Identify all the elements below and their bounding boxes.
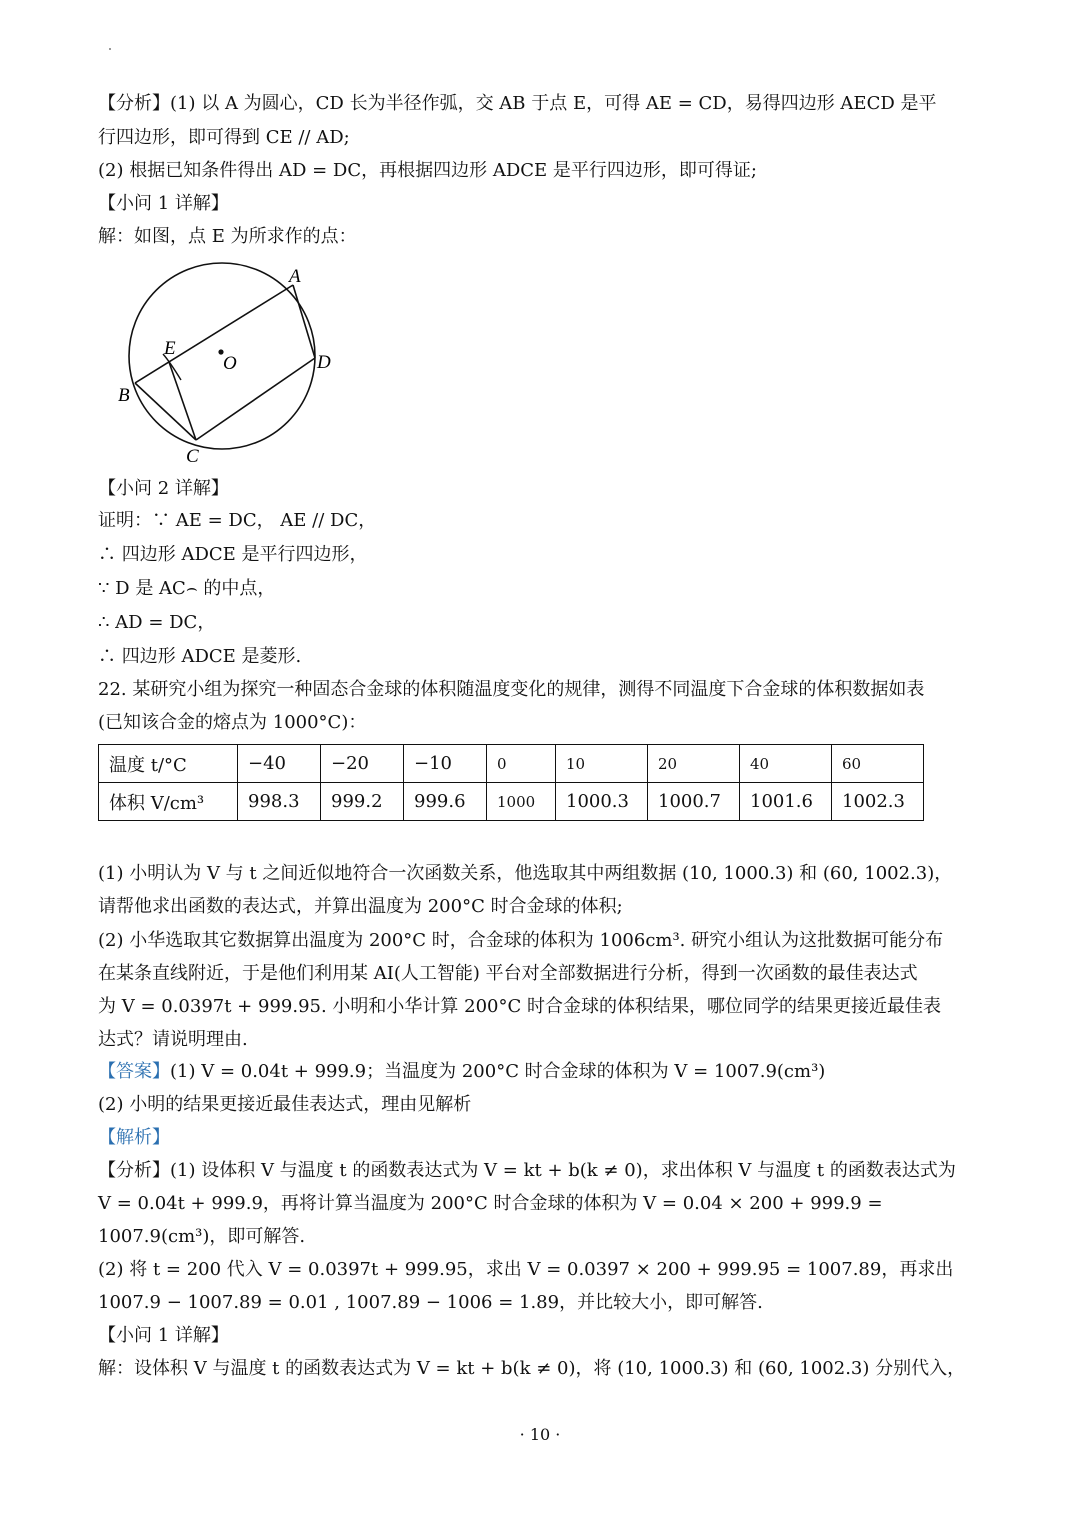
table-cell: 998.3 <box>238 783 321 821</box>
question-2-line-3: 为 V = 0.0397t + 999.95. 小明和小华计算 200°C 时合金球的体积结果，哪位同学的结果更接近最佳表 <box>98 996 941 1017</box>
segment-ad <box>293 285 315 358</box>
question-1-line-1: (1) 小明认为 V 与 t 之间近似地符合一次函数关系，他选取其中两组数据 (10, 1000.3) 和 (60, 1002.3)， <box>98 863 953 884</box>
question-2-line-1: (2) 小华选取其它数据算出温度为 200°C 时，合金球的体积为 1006cm³. 研究小组认为这批数据可能分布 <box>98 930 944 951</box>
label-a: A <box>289 266 301 287</box>
table-cell: −20 <box>321 745 404 783</box>
analysis2-line-4: (2) 将 t = 200 代入 V = 0.0397t + 999.95，求出 V = 0.0397 × 200 + 999.95 = 1007.89，再求出 <box>98 1259 954 1280</box>
segment-dc <box>196 358 315 440</box>
jiexi-tag: 【解析】 <box>98 1127 170 1148</box>
analysis-line-1: 【分析】(1) 以 A 为圆心，CD 长为半径作弧，交 AB 于点 E，可得 AE = CD，易得四边形 AECD 是平 <box>98 93 937 114</box>
table-header-temperature: 温度 t/°C <box>99 745 238 783</box>
page-number: · 10 · <box>519 1425 561 1444</box>
table-cell: 999.6 <box>404 783 487 821</box>
analysis2-line-3: 1007.9(cm³)，即可解答. <box>98 1226 306 1247</box>
label-b: B <box>118 385 130 406</box>
segment-ab <box>135 285 293 383</box>
analysis2-line-1: 【分析】(1) 设体积 V 与温度 t 的函数表达式为 V = kt + b(k ≠ 0)，求出体积 V 与温度 t 的函数表达式为 <box>98 1160 956 1181</box>
table-cell: 10 <box>556 745 648 783</box>
answer-line-1 <box>98 1060 825 1084</box>
proof-line-2: ∴ 四边形 ADCE 是平行四边形， <box>98 544 368 565</box>
table-cell: 1000.7 <box>648 783 740 821</box>
subquestion-1-heading-2: 【小问 1 详解】 <box>98 1325 229 1346</box>
answer-line-2: (2) 小明的结果更接近最佳表达式，理由见解析 <box>98 1094 472 1115</box>
table-cell: 0 <box>487 745 556 783</box>
table-row <box>99 745 924 783</box>
table-row <box>99 783 924 821</box>
proof-line-4: ∴ AD = DC， <box>98 612 216 633</box>
table-cell: 40 <box>740 745 832 783</box>
answer-tag: 【答案】 <box>98 1061 170 1082</box>
answer-text-1: (1) V = 0.04t + 999.9；当温度为 200°C 时合金球的体积为 V = 1007.9(cm³) <box>170 1061 826 1082</box>
subquestion-1-heading: 【小问 1 详解】 <box>98 193 229 214</box>
circle-o <box>129 263 315 449</box>
table-cell: 1000.3 <box>556 783 648 821</box>
solution-line: 解：如图，点 E 为所求作的点： <box>98 226 357 247</box>
table-header-volume: 体积 V/cm³ <box>99 783 238 821</box>
proof-line-3: ∵ D 是 AC⌢ 的中点， <box>98 578 276 599</box>
analysis2-line-5: 1007.9 − 1007.89 = 0.01 , 1007.89 − 1006 = 1.89，并比较大小，即可解答. <box>98 1292 763 1313</box>
table-cell: −10 <box>404 745 487 783</box>
solution2-line: 解：设体积 V 与温度 t 的函数表达式为 V = kt + b(k ≠ 0)，将 (10, 1000.3) 和 (60, 1002.3) 分别代入， <box>98 1358 966 1379</box>
question-2-line-4: 达式？请说明理由. <box>98 1029 248 1050</box>
table-cell: 20 <box>648 745 740 783</box>
analysis-line-3: (2) 根据已知条件得出 AD = DC，再根据四边形 ADCE 是平行四边形，即可得证; <box>98 160 757 181</box>
table-cell: 1002.3 <box>832 783 924 821</box>
analysis2-line-2: V = 0.04t + 999.9，再将计算当温度为 200°C 时合金球的体积为 V = 0.04 × 200 + 999.9 = <box>98 1193 883 1214</box>
label-d: D <box>317 352 331 373</box>
subquestion-2-heading: 【小问 2 详解】 <box>98 478 229 499</box>
table-cell: −40 <box>238 745 321 783</box>
label-e: E <box>164 338 176 359</box>
proof-line-5: ∴ 四边形 ADCE 是菱形. <box>98 646 302 667</box>
problem-22-line-1: 22. 某研究小组为探究一种固态合金球的体积随温度变化的规律，测得不同温度下合金球的体积数据如表 <box>98 679 925 700</box>
question-1-line-2: 请帮他求出函数的表达式，并算出温度为 200°C 时合金球的体积; <box>98 896 623 917</box>
label-o: O <box>223 353 237 374</box>
proof-line-1: 证明：∵ AE = DC， AE // DC， <box>98 510 377 531</box>
scan-dot <box>109 48 111 50</box>
problem-22-line-2: (已知该合金的熔点为 1000°C)： <box>98 712 367 733</box>
table-cell: 1000 <box>487 783 556 821</box>
table-cell: 999.2 <box>321 783 404 821</box>
table-cell: 60 <box>832 745 924 783</box>
question-2-line-2: 在某条直线附近，于是他们利用某 AI(人工智能) 平台对全部数据进行分析，得到一次函数的最佳表达式 <box>98 963 918 984</box>
analysis-line-2: 行四边形，即可得到 CE // AD; <box>98 127 350 148</box>
circle-geometry-diagram <box>108 258 348 468</box>
table-cell: 1001.6 <box>740 783 832 821</box>
label-c: C <box>186 446 199 467</box>
temperature-volume-table <box>98 744 924 821</box>
